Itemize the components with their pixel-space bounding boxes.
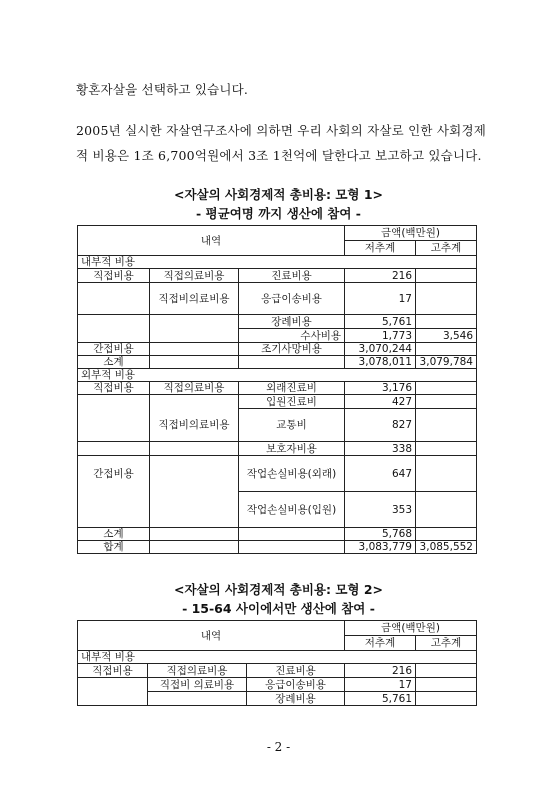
value-low: 5,761 — [345, 315, 416, 329]
row-total: 합계 — [78, 541, 150, 554]
section-internal: 내부적 비용 — [78, 651, 477, 664]
cat-indirect: 간접비용 — [78, 343, 150, 356]
value-low: 216 — [345, 269, 416, 283]
value-low: 827 — [345, 409, 416, 442]
item-funeral: 장례비용 — [239, 315, 345, 329]
item-investigation: 수사비용 — [239, 329, 345, 343]
item-work-loss-inpatient: 작업손실비용(입원) — [239, 492, 345, 528]
header-high: 고추계 — [416, 241, 477, 256]
sub-direct-medical: 직접의료비용 — [150, 269, 239, 283]
model1-title: <자살의 사회경제적 총비용: 모형 1> — [173, 187, 384, 202]
value-low: 17 — [345, 678, 416, 692]
item-work-loss-outpatient: 작업손실비용(외래) — [239, 456, 345, 492]
header-high: 고추계 — [416, 636, 477, 651]
value-high: 3,079,784 — [416, 356, 477, 369]
section-internal: 내부적 비용 — [78, 256, 477, 269]
sub-direct-nonmedical: 직접비의료비용 — [150, 283, 239, 315]
header-amount: 금액(백만원) — [345, 226, 477, 241]
value-low: 3,083,779 — [345, 541, 416, 554]
header-low: 저추계 — [345, 241, 416, 256]
item-transport: 응급이송비용 — [247, 678, 345, 692]
model1-table — [77, 225, 477, 554]
model2-table — [77, 620, 477, 706]
sub-direct-medical: 직접의료비용 — [148, 664, 247, 678]
cat-direct: 직접비용 — [78, 664, 148, 678]
sub-direct-nonmedical: 직접비 의료비용 — [148, 678, 247, 692]
item-inpatient: 입원진료비 — [239, 395, 345, 409]
value-low: 17 — [345, 283, 416, 315]
value-low: 3,176 — [345, 382, 416, 395]
value-high: 3,546 — [416, 329, 477, 343]
cat-direct: 직접비용 — [78, 382, 150, 395]
header-item: 내역 — [78, 621, 345, 651]
header-low: 저추계 — [345, 636, 416, 651]
value-high: 3,085,552 — [416, 541, 477, 554]
row-subtotal: 소계 — [78, 356, 150, 369]
model2-title: <자살의 사회경제적 총비용: 모형 2> — [173, 582, 384, 597]
paragraph-cost-report: 2005년 실시한 자살연구조사에 의하면 우리 사회의 자살로 인한 사회경제적 비용은 1조 6,700억원에서 3조 1천억에 달한다고 보고하고 있습니다. — [76, 123, 486, 163]
item-transport-cost: 교통비 — [239, 409, 345, 442]
item-caregiver: 보호자비용 — [239, 442, 345, 456]
value-low: 427 — [345, 395, 416, 409]
cat-direct: 직접비용 — [78, 269, 150, 283]
row-subtotal: 소계 — [78, 528, 150, 541]
value-low: 216 — [345, 664, 416, 678]
cat-indirect: 간접비용 — [78, 456, 150, 492]
item-premature-death: 조기사망비용 — [239, 343, 345, 356]
item-outpatient: 외래진료비 — [239, 382, 345, 395]
value-low: 3,078,011 — [345, 356, 416, 369]
section-external: 외부적 비용 — [78, 369, 477, 382]
value-low: 353 — [345, 492, 416, 528]
value-low: 5,761 — [345, 692, 416, 706]
value-low: 1,773 — [345, 329, 416, 343]
header-item: 내역 — [78, 226, 345, 256]
value-low: 3,070,244 — [345, 343, 416, 356]
value-low: 5,768 — [345, 528, 416, 541]
sub-direct-nonmedical: 직접비의료비용 — [150, 409, 239, 442]
paragraph-intro: 황혼자살을 선택하고 있습니다. — [76, 82, 249, 97]
item-transport: 응급이송비용 — [239, 283, 345, 315]
model2-subtitle: - 15-64 사이에서만 생산에 참여 - — [182, 601, 375, 616]
sub-direct-medical: 직접의료비용 — [150, 382, 239, 395]
value-low: 647 — [345, 456, 416, 492]
value-low: 338 — [345, 442, 416, 456]
header-amount: 금액(백만원) — [345, 621, 477, 636]
model1-subtitle: - 평균여명 까지 생산에 참여 - — [196, 206, 361, 221]
item-treatment: 진료비용 — [239, 269, 345, 283]
item-treatment: 진료비용 — [247, 664, 345, 678]
item-funeral: 장례비용 — [247, 692, 345, 706]
page-number: - 2 - — [266, 740, 291, 754]
